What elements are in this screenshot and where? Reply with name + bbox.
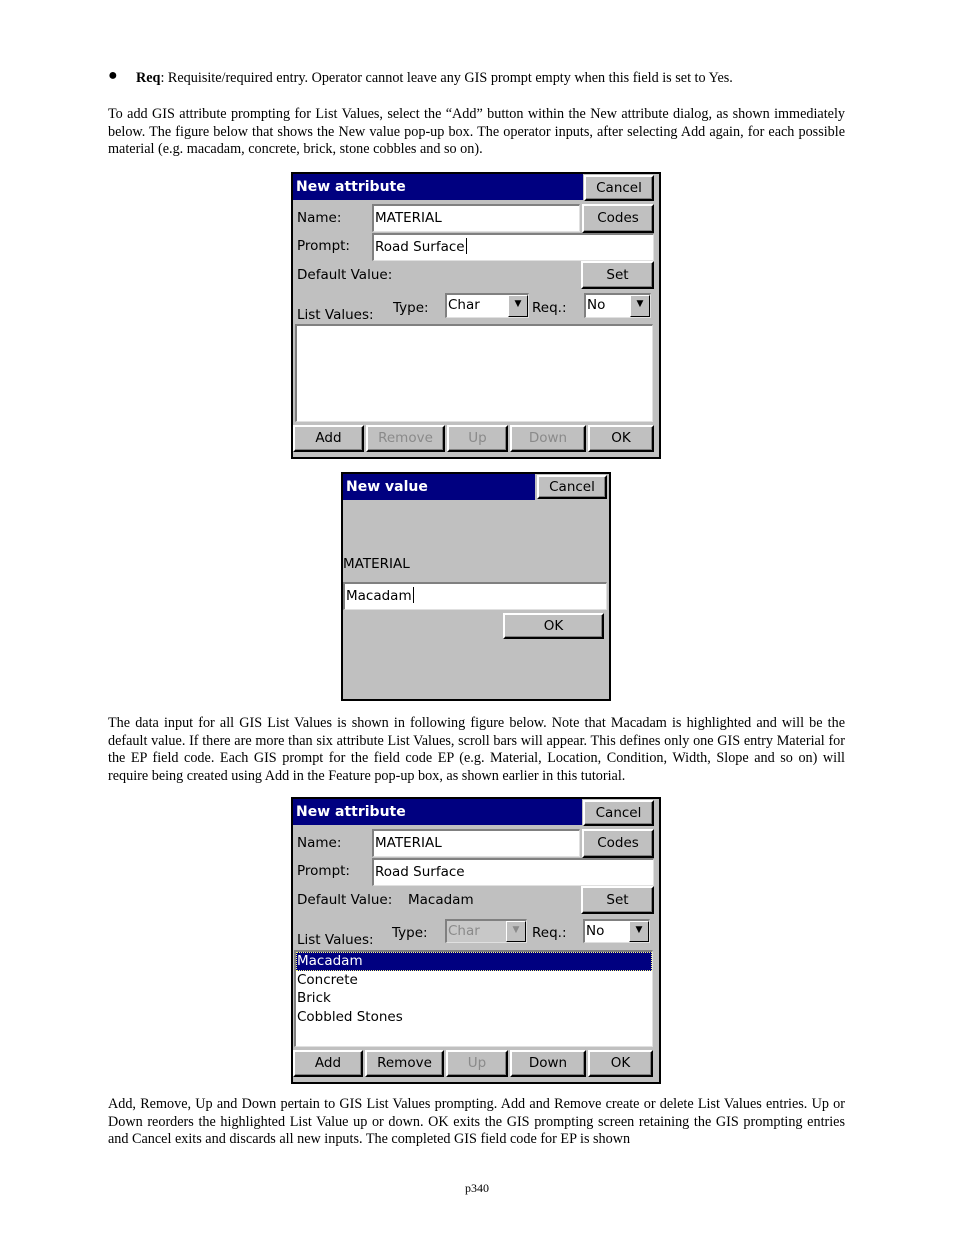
chevron-down-icon[interactable]: ▼ <box>630 295 650 317</box>
add-button[interactable]: Add <box>293 1050 363 1077</box>
req-label: Req.: <box>532 300 567 316</box>
text-cursor <box>466 238 467 254</box>
list-values-listbox[interactable] <box>295 324 653 422</box>
default-value-text: Macadam <box>408 892 474 908</box>
ok-button[interactable]: OK <box>588 425 654 452</box>
prompt-label: Prompt: <box>297 863 350 879</box>
prompt-field[interactable]: Road Surface <box>372 858 654 886</box>
down-button[interactable]: Down <box>510 425 586 452</box>
new-attribute-dialog <box>291 172 661 459</box>
bullet-text <box>136 69 733 87</box>
list-values-label: List Values: <box>297 307 374 323</box>
dialog-title: New attribute <box>293 799 582 825</box>
type-dropdown <box>445 919 527 943</box>
type-label: Type: <box>392 925 428 941</box>
set-button[interactable]: Set <box>581 261 654 289</box>
material-label: MATERIAL <box>343 556 410 572</box>
up-button[interactable]: Up <box>446 1050 508 1077</box>
dialog-title: New value <box>343 474 535 500</box>
type-dropdown[interactable] <box>445 293 529 318</box>
prompt-value: Road Surface <box>375 239 465 255</box>
prompt-field[interactable] <box>372 233 654 261</box>
default-value-label: Default Value: <box>297 267 393 283</box>
ok-button[interactable]: OK <box>588 1050 653 1077</box>
req-dropdown[interactable] <box>583 919 650 943</box>
list-values-listbox[interactable] <box>294 950 653 1047</box>
bullet-term: Req <box>136 70 161 86</box>
list-values-label: List Values: <box>297 932 374 948</box>
paragraph-list-values: The data input for all GIS List Values is shown in following figure below. Note that Macadam is highlighted and will be the default value. If there are more than six attribute List Values, scroll bars will appear. This defines only one GIS entry Material for the EP field code. Each GIS prompt for the field code EP (e.g. Material, Location, Condition, Width, Slope and so on) will require being created using Add in the Feature pop-up box, as shown earlier in this tutorial. <box>108 715 845 784</box>
name-field[interactable]: MATERIAL <box>372 204 580 232</box>
list-item[interactable]: Cobbled Stones <box>297 1008 403 1025</box>
req-dropdown[interactable] <box>584 293 651 318</box>
codes-button[interactable]: Codes <box>582 829 654 858</box>
req-label: Req.: <box>532 925 567 941</box>
paragraph-buttons: Add, Remove, Up and Down pertain to GIS List Values prompting. Add and Remove create or delete List Values entries. Up or Down reorders the highlighted List Value up or down. OK exits the GIS prompting screen retaining the GIS prompting entries and Cancel exits and discards all new inputs. The completed GIS field code for EP is shown <box>108 1096 845 1148</box>
bullet-icon: ● <box>108 67 118 84</box>
new-value-dialog <box>341 472 611 701</box>
value-field[interactable] <box>343 582 607 610</box>
name-label: Name: <box>297 835 342 851</box>
list-item[interactable]: Brick <box>297 990 331 1006</box>
list-item-selected[interactable]: Macadam <box>296 952 652 971</box>
cancel-button[interactable]: Cancel <box>583 800 654 826</box>
name-label: Name: <box>297 210 342 226</box>
type-value: Char <box>448 923 480 939</box>
text-cursor <box>413 587 414 603</box>
up-button[interactable]: Up <box>447 425 508 452</box>
remove-button[interactable]: Remove <box>365 1050 444 1077</box>
chevron-down-icon[interactable]: ▼ <box>508 295 528 317</box>
add-button[interactable]: Add <box>293 425 364 452</box>
list-item[interactable]: Concrete <box>297 971 358 988</box>
value-text: Macadam <box>346 588 412 604</box>
down-button[interactable]: Down <box>510 1050 586 1077</box>
default-value-label: Default Value: <box>297 892 393 908</box>
type-value: Char <box>448 297 480 313</box>
chevron-down-icon[interactable]: ▼ <box>629 921 649 942</box>
page-number: p340 <box>465 1181 489 1195</box>
ok-button[interactable]: OK <box>503 613 604 639</box>
cancel-button[interactable]: Cancel <box>584 175 654 201</box>
req-value: No <box>587 297 606 313</box>
cancel-button[interactable]: Cancel <box>537 475 607 499</box>
req-value: No <box>586 923 605 939</box>
codes-button[interactable]: Codes <box>582 204 654 233</box>
prompt-label: Prompt: <box>297 238 350 254</box>
paragraph-intro: To add GIS attribute prompting for List Values, select the “Add” button within the New attribute dialog, as shown immediately below. The figure below that shows the New value pop-up box. The operator inputs, after selecting Add again, for each possible material (e.g. macadam, concrete, brick, stone cobbles and so on). <box>108 106 845 158</box>
chevron-down-icon: ▼ <box>506 921 526 942</box>
type-label: Type: <box>393 300 429 316</box>
bullet-description: : Requisite/required entry. Operator cannot leave any GIS prompt empty when this field is set to Yes. <box>160 70 733 86</box>
name-field[interactable]: MATERIAL <box>372 829 580 857</box>
remove-button[interactable]: Remove <box>366 425 445 452</box>
dialog-title: New attribute <box>293 174 583 200</box>
set-button[interactable]: Set <box>581 886 654 914</box>
new-attribute-dialog-filled <box>291 797 661 1084</box>
